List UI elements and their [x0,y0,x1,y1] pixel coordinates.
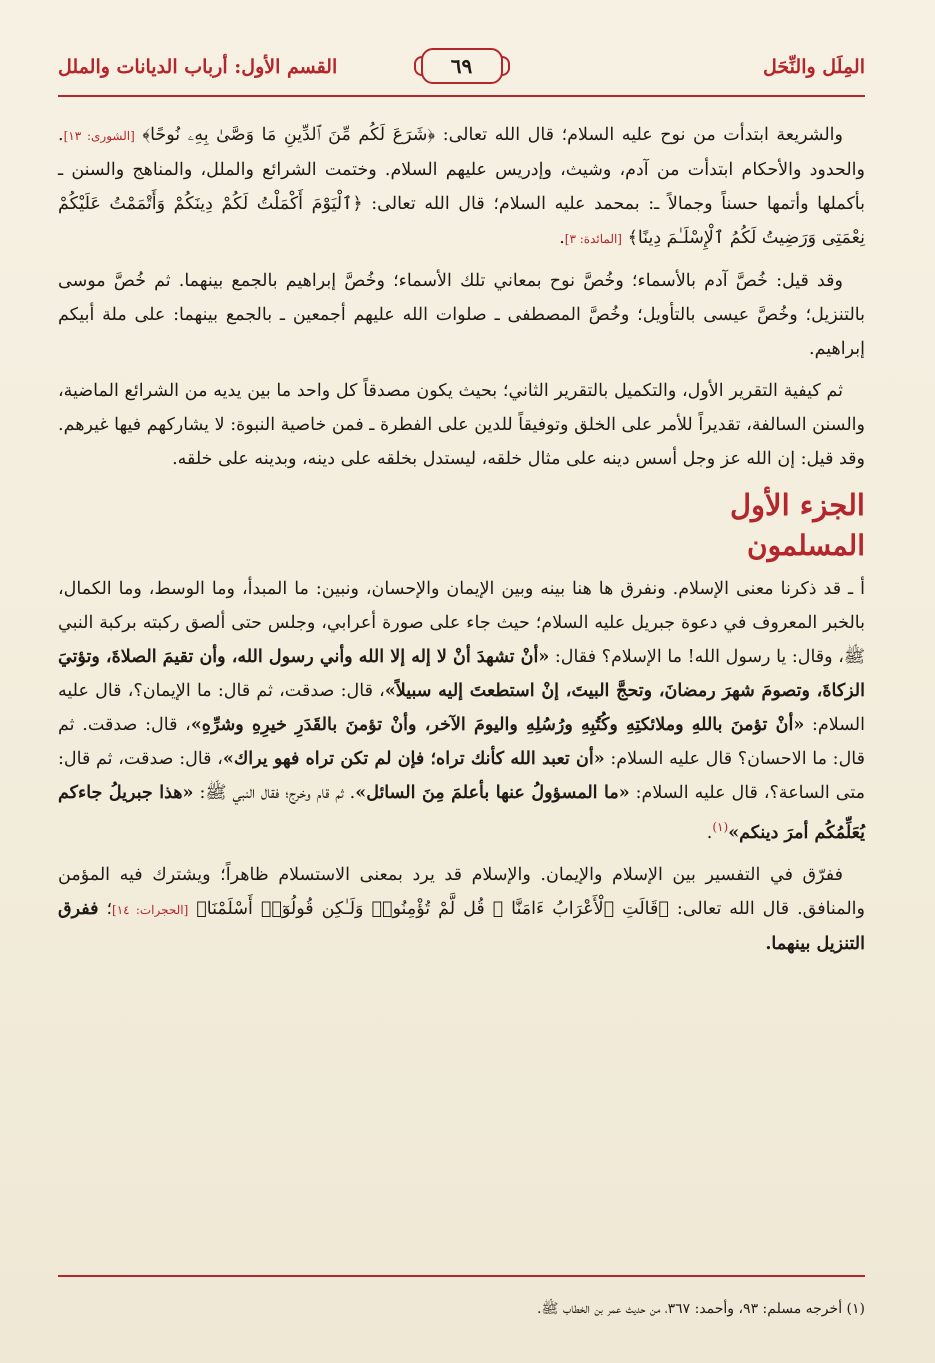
page-header [58,48,865,88]
paragraph-text: . والحدود والأحكام ابتدأت من آدم، وشيث، وإدريس عليهم السلام. وختمت الشرائع والملل، والمناهج والسنن ـ بأكملها وأتمها حسناً وجمالاً ـ: بمحمد عليه السلام؛ قال الله تعالى: ﴿ٱلْيَوْمَ أَكْمَلْتُ لَكُمْ دِينَكُمْ وَأَتْمَمْتُ عَلَيْكُمْ نِعْمَتِى وَرَضِيتُ لَكُمُ ٱلْإِسْلَـٰمَ دِينًا﴾ [58,125,865,248]
quran-reference: [المائدة: ٣] [564,232,622,246]
header-divider [58,95,865,97]
hadith-quote: «هذا جبريلُ جاءكم يُعَلِّمُكُم أمرَ دينكم» [58,783,865,843]
paragraph-text: ، قال: صدقت. ثم قال: ما الاحسان؟ قال عليه السلام: [58,715,865,769]
section-title: القسم الأول: أرباب الديانات والملل [58,56,338,78]
paragraph-text: ، قال: صدقت، ثم قال: متى الساعة؟، قال عليه السلام: [58,749,865,803]
footnote-marker[interactable]: (١) [712,820,729,834]
paragraph-islam-iman [58,858,865,961]
paragraph-jibril-hadith [58,572,865,850]
section-heading: الجزء الأول [729,488,865,522]
paragraph-prophets: وقد قيل: خُصَّ آدم بالأسماء؛ وخُصَّ نوح بمعاني تلك الأسماء؛ وخُصَّ إبراهيم بالجمع بينهما. ثم خُصَّ موسى بالتنزيل؛ وخُصَّ عيسى بالتأويل؛ وخُصَّ المصطفى ـ صلوات الله عليهم أجمعين ـ بالجمع بينهما: على ملة أبيكم إبراهيم. [58,271,865,359]
quran-reference: [الشورى: ١٣] [63,129,135,143]
footnote-divider [58,1275,865,1277]
quran-reference: [الحجرات: ١٤] [112,902,189,917]
paragraph-text: . [706,822,713,843]
paragraph-text: . [559,228,565,248]
paragraph-prophethood: ثم كيفية التقرير الأول، والتكميل بالتقرير الثاني؛ بحيث يكون مصدقاً كل واحد ما بين يديه من الشرائع الماضية، والسنن السالفة، تقديراً للأمر على الخلق وتوفيقاً للدين على الفطرة ـ فمن خاصية النبوة: لا يشاركهم فيها غيرهم. وقد قيل: إن الله عز وجل أسس دينه على مثال خلقه، ليستدل بخلقه على دينه، وبدينه على خلقه. [58,381,865,469]
paragraph-text: ، قال: صدقت، ثم قال: ما الإيمان؟، قال عليه السلام: [58,681,865,735]
paragraph-text: أ ـ قد ذكرنا معنى الإسلام. ونفرق ها هنا بينه وبين الإيمان والإحسان، ونبين: ما المبدأ، وما الوسط، وما الكمال، بالخبر المعروف في دعوة جبريل عليه السلام؛ حيث جاء على صورة أعرابي، وجلس حتى ألصق ركبته بركبة النبي ﷺ، وقال: يا رسول الله! ما الإسلام؟ فقال: [58,579,865,667]
hadith-quote: «ما المسؤولُ عنها بأعلمَ مِنَ السائل» [355,783,630,803]
hadith-quote: «أنْ تؤمنَ باللهِ وملائكتِهِ وكُتُبِهِ ورُسُلِهِ واليومَ الآخر، وأنْ تؤمنَ بالقَدَرِ خيرِهِ وشرِّهِ» [190,715,805,735]
paragraph-text: . ثم قام وخرج؛ فقال النبي ﷺ: [193,783,356,803]
paragraph-text: ففرّق في التفسير بين الإسلام والإيمان. والإسلام قد يرد بمعنى الاستسلام ظاهراً؛ ويشترك فيه المؤمن والمنافق. قال الله تعالى: ﴿قَالَتِ ٱلْأَعْرَابُ ءَامَنَّا ۖ قُل لَّمْ تُؤْمِنُوا۟ وَلَـٰكِن قُولُوٓا۟ أَسْلَمْنَا﴾ [58,864,865,919]
paragraph-conclusion: ففرق التنزيل بينهما. [58,898,865,954]
paragraph-text: ؛ [98,898,113,919]
hadith-quote: «أنْ تشهدَ أنْ لا إله إلا الله وأني رسول الله، وأن تقيمَ الصلاةَ، وتؤتيَ الزكاةَ، وتصومَ شهرَ رمضانَ، وتحجَّ البيتَ، إنْ استطعتَ إليه سبيلاً» [58,647,866,701]
paragraph-text: والشريعة ابتدأت من نوح عليه السلام؛ قال الله تعالى: ﴿شَرَعَ لَكُم مِّنَ ٱلدِّينِ مَا وَصَّىٰ بِهِۦ نُوحًا﴾ [142,125,843,145]
page-number: ٦٩ [450,54,473,78]
paragraph-sharia [58,118,865,256]
book-title: المِلَل والنِّحَل [763,56,865,78]
footnote: (١) أخرجه مسلم: ٩٣، وأحمد: ٣٦٧، من حديث عمر بن الخطاب ﷺ. [537,1301,865,1317]
main-text [58,118,865,969]
page-number-frame [421,48,503,84]
section-subheading: المسلمون [747,529,865,562]
hadith-quote: «أن تعبد الله كأنك تراه؛ فإن لم تكن تراه فهو يراك» [222,749,605,769]
